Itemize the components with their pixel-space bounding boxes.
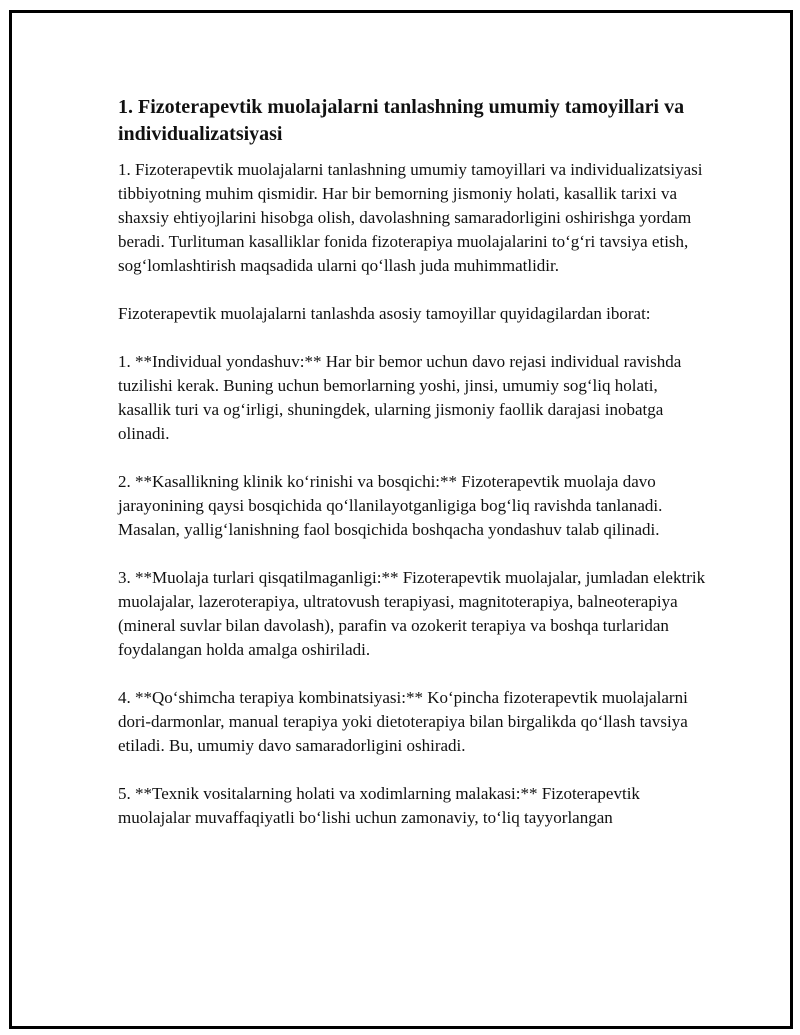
principle-4-paragraph: 4. **Qo‘shimcha terapiya kombinatsiyasi:** Ko‘pincha fizoterapevtik muolajalarni dori-darmonlar, manual terapiya yoki dietoterapiya bilan birgalikda qo‘llash tavsiya etiladi. Bu, umumiy davo samaradorligini oshiradi. — [118, 688, 688, 755]
principles-lead-paragraph: Fizoterapevtik muolajalarni tanlashda asosiy tamoyillar quyidagilardan iborat: — [118, 304, 651, 323]
principle-3-paragraph: 3. **Muolaja turlari qisqatilmaganligi:** Fizoterapevtik muolajalar, jumladan elektrik muolajalar, lazeroterapiya, ultratovush terapiyasi, magnitoterapiya, balneoterapiya (mineral suvlar bilan davolash), parafin va ozokerit terapiya va boshqa turlaridan foydalangan holda amalga oshiriladi. — [118, 568, 706, 659]
document-body — [118, 94, 708, 854]
section-heading: 1. Fizoterapevtik muolajalarni tanlashning umumiy tamoyillari va individualizatsiyasi — [118, 96, 685, 145]
principle-2-paragraph: 2. **Kasallikning klinik ko‘rinishi va bosqichi:** Fizoterapevtik muolaja davo jarayonining qaysi bosqichida qo‘llanilayotganligiga bog‘liq ravishda tanlanadi. Masalan, yallig‘lanishning faol bosqichida boshqacha yondashuv talab qilinadi. — [118, 472, 663, 539]
principle-1-paragraph: 1. **Individual yondashuv:** Har bir bemor uchun davo rejasi individual ravishda tuzilishi kerak. Buning uchun bemorlarning yoshi, jinsi, umumiy sog‘liq holati, kasallik turi va og‘irligi, shuningdek, ularning jismoniy faollik darajasi inobatga olinadi. — [118, 352, 682, 443]
principle-5-paragraph: 5. **Texnik vositalarning holati va xodimlarning malakasi:** Fizoterapevtik muolajalar muvaffaqiyatli bo‘lishi uchun zamonaviy, to‘liq tayyorlangan — [118, 784, 640, 827]
intro-paragraph: 1. Fizoterapevtik muolajalarni tanlashning umumiy tamoyillari va individualizatsiyasi tibbiyotning muhim qismidir. Har bir bemorning jismoniy holati, kasallik tarixi va shaxsiy ehtiyojlarini hisobga olish, davolashning samaradorligini oshirishga yordam beradi. Turlituman kasalliklar fonida fizoterapiya muolajalarini to‘g‘ri tavsiya etish, sog‘lomlashtirish maqsadida ularni qo‘llash juda muhimmatlidir. — [118, 160, 703, 275]
